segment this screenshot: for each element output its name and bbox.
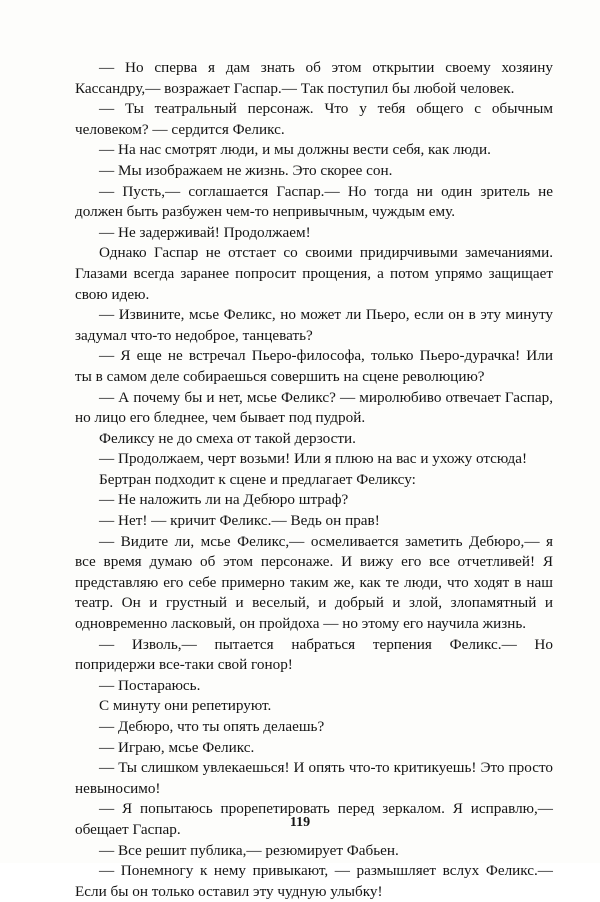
paragraph: — Я еще не встречал Пьеро-философа, только Пьеро-дурачка! Или ты в самом деле собираешься совершить на сцене революцию? xyxy=(75,347,553,385)
paragraph: — Извините, мсье Феликс, но может ли Пьеро, если он в эту минуту задумал что-то недоброе, танцевать? xyxy=(75,306,553,344)
paragraph: — Нет! — кричит Феликс.— Ведь он прав! xyxy=(99,512,380,530)
paragraph: — Играю, мсье Феликс. xyxy=(99,738,255,756)
paragraph: — Постараюсь. xyxy=(99,676,201,694)
page-number: 119 xyxy=(289,815,311,830)
paragraph: — Понемногу к нему привыкают, — размышляет вслух Феликс.— Если бы он только оставил эту чудную улыбку! xyxy=(75,862,553,900)
paragraph: — Не наложить ли на Дебюро штраф? xyxy=(99,491,349,509)
paragraph: — Мы изображаем не жизнь. Это скорее сон. xyxy=(99,161,393,179)
paragraph: — Продолжаем, черт возьми! Или я плюю на вас и ухожу отсюда! xyxy=(99,450,528,468)
page-text xyxy=(75,58,553,902)
paragraph: — Все решит публика,— резюмирует Фабьен. xyxy=(99,841,399,859)
paragraph: — Изволь,— пытается набраться терпения Феликс.— Но попридержи все-таки свой гонор! xyxy=(75,635,553,674)
paragraph: — Не задерживай! Продолжаем! xyxy=(99,223,311,241)
paragraph: — Я попытаюсь прорепетировать перед зеркалом. Я исправлю,— обещает Гаспар. xyxy=(75,800,553,838)
paragraph: — Видите ли, мсье Феликс,— осмеливается заметить Дебюро,— я все время думаю об этом персонаже. И вижу его все отчетливей! Я представляю его себе примерно таким же, как те люди, что ходят в наш театр. Он и грустный и веселый, и добрый и злой, злопамятный и одновременно ласковый, он пройдоха — но этому его научила жизнь. xyxy=(75,532,553,633)
paragraph: — На нас смотрят люди, и мы должны вести себя, как люди. xyxy=(99,141,491,159)
paragraph: — Но сперва я дам знать об этом открытии своему хозяину Кассандру,— возражает Гаспар.— Так поступил бы любой человек. xyxy=(75,59,553,97)
paragraph: — Ты слишком увлекаешься! И опять что-то критикуешь! Это просто невыносимо! xyxy=(75,759,553,797)
paragraph: — Ты театральный персонаж. Что у тебя общего с обычным человеком? — сердится Феликс. xyxy=(75,100,553,138)
paragraph: Бертран подходит к сцене и предлагает Феликсу: xyxy=(99,470,416,488)
paragraph: — Дебюро, что ты опять делаешь? xyxy=(99,718,325,735)
paragraph: Однако Гаспар не отстает со своими придирчивыми замечаниями. Глазами всегда заранее попросит прощения, а потом упрямо защищает свою идею. xyxy=(75,244,553,303)
paragraph: — А почему бы и нет, мсье Феликс? — миролюбиво отвечает Гаспар, но лицо его бледнее, чем бывает под пудрой. xyxy=(75,388,553,427)
paragraph: — Пусть,— соглашается Гаспар.— Но тогда ни один зритель не должен быть разбужен чем-то непривычным, чуждым ему. xyxy=(75,182,553,221)
paragraph: С минуту они репетируют. xyxy=(99,697,272,715)
paragraph: Феликсу не до смеха от такой дерзости. xyxy=(99,429,356,447)
